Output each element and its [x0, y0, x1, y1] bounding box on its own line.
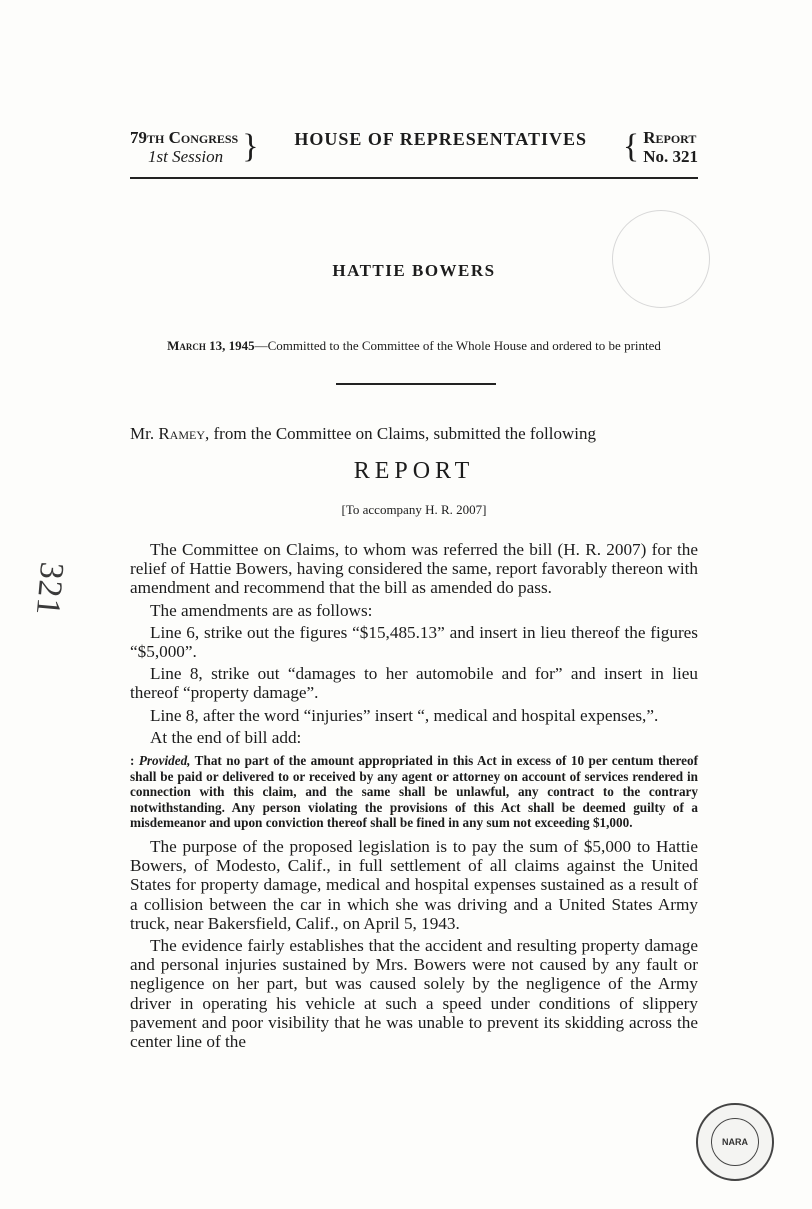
report-body	[130, 540, 698, 1051]
handwritten-margin-note: 321	[28, 560, 71, 618]
brace-icon: {	[622, 128, 640, 165]
committed-text: —Committed to the Committee of the Whole House and ordered to be printed	[254, 338, 661, 353]
report-header	[130, 128, 698, 166]
archive-stamp	[696, 1103, 774, 1181]
submitter-name: Ramey	[158, 424, 206, 443]
paragraph: At the end of bill add:	[150, 727, 302, 747]
faint-stamp-mark	[612, 210, 710, 308]
committed-note	[130, 337, 698, 355]
header-rule	[130, 177, 698, 179]
submitter-line	[130, 423, 698, 445]
submitter-text: , from the Committee on Claims, submitted the following	[205, 424, 596, 443]
paragraph: The Committee on Claims, to whom was referred the bill (H. R. 2007) for the relief of Hattie Bowers, having considered the same, report favorably thereon with amendment and recommend that the bill as amended do pass.	[130, 540, 698, 598]
brace-icon: }	[242, 128, 259, 165]
paragraph: The amendments are as follows:	[150, 600, 373, 620]
report-heading: REPORT	[353, 458, 475, 484]
section-rule	[336, 383, 496, 385]
report-label: Report	[643, 128, 697, 147]
congress-number: 79th Congress	[130, 128, 239, 147]
accompany-note: [To accompany H. R. 2007]	[341, 502, 487, 517]
report-title: HATTIE BOWERS	[332, 261, 496, 280]
paragraph: Line 8, after the word “injuries” insert “, medical and hospital expenses,”.	[150, 705, 659, 725]
paragraph: Line 6, strike out the figures “$15,485.13” and insert in lieu thereof the figures “$5,000”.	[130, 622, 698, 662]
paragraph: The purpose of the proposed legislation is to pay the sum of $5,000 to Hattie Bowers, of Modesto, Calif., in full settlement of all claims against the United States for property damage, medical and hospital expenses sustained as a result of a collision between the car in which she was driving and a United States Army truck, near Bakersfield, Calif., on April 5, 1943.	[130, 837, 698, 933]
paragraph: Line 8, strike out “damages to her automobile and for” and insert in lieu thereof “property damage”.	[130, 664, 698, 703]
proviso-amendment	[130, 753, 698, 831]
stamp-text: NARA	[722, 1137, 748, 1147]
proviso-lead: :	[130, 753, 139, 769]
submitter-prefix: Mr.	[130, 424, 155, 443]
report-number: No. 321	[643, 147, 698, 166]
paragraph: The evidence fairly establishes that the accident and resulting property damage and personal injuries sustained by Mrs. Bowers were not caused by any fault or negligence on her part, but was caused solely by the negligence of the Army driver in operating his vehicle at such a speed under conditions of slippery pavement and poor visibility that he was unable to prevent its skidding across the center line of the	[130, 936, 698, 1052]
session-label: 1st Session	[148, 147, 224, 166]
chamber-name: HOUSE OF REPRESENTATIVES	[294, 129, 588, 149]
committed-date: March 13, 1945	[167, 338, 255, 353]
proviso-word: Provided,	[138, 753, 191, 769]
proviso-text: That no part of the amount appropriated in this Act in excess of 10 per centum thereof shall be paid or delivered to or received by any agent or attorney on account of services rendered in connection with this claim, and the same shall be unlawful, any contract to the contrary notwithstanding. Any person violating the provisions of this Act shall be deemed guilty of a misdemeanor and upon conviction thereof shall be fined in any sum not exceeding $1,000.	[130, 753, 698, 831]
